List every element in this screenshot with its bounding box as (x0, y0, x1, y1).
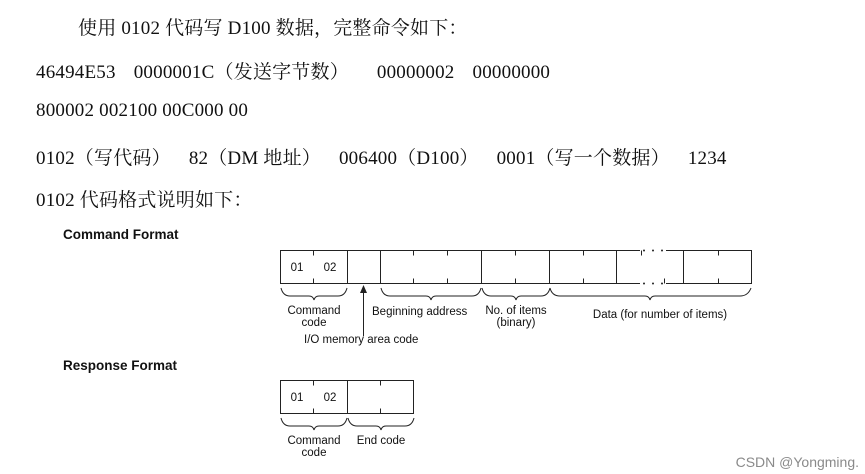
resp-command-label-1: Command (287, 435, 341, 447)
fins-command: 00000002 (376, 62, 455, 83)
fins-header: 46494E53 (36, 62, 116, 83)
explain-line: 0102 代码格式说明如下： (36, 190, 253, 211)
item-count-brace (482, 288, 550, 300)
cmd-cell-01: 01 (290, 262, 304, 274)
io-area-label: I/O memory area code (304, 334, 419, 346)
item-count-label-1: No. of items (485, 305, 547, 317)
command-format-title: Command Format (63, 227, 179, 242)
data-label: Data (for number of items) (592, 309, 728, 321)
beginning-address-label: Beginning address (372, 306, 468, 318)
area-code: 82（DM 地址） (188, 148, 321, 169)
write-code: 0102（写代码） (36, 148, 171, 169)
cmd-cell-02: 02 (323, 262, 337, 274)
end-code-brace (348, 418, 414, 430)
write-data: 1234 (687, 148, 727, 169)
resp-command-label-2: code (301, 447, 327, 459)
item-count-label-2: (binary) (496, 317, 536, 329)
item-count: 0001（写一个数据） (496, 148, 670, 169)
beginning-address-brace (381, 288, 481, 300)
end-code-label: End code (356, 435, 406, 447)
response-command-code-brace (281, 418, 347, 430)
cmd-command-label-1: Command (287, 305, 341, 317)
command-line-2: 800002 002100 00C000 00 (36, 100, 249, 121)
data-brace (550, 288, 751, 300)
command-format-frame (281, 251, 752, 284)
start-address: 006400（D100） (338, 148, 479, 169)
fins-length: 0000001C（发送字节数） (133, 62, 349, 83)
data-break-marks (640, 248, 666, 286)
fins-error-code: 00000000 (472, 62, 551, 83)
resp-cell-01: 01 (290, 392, 304, 404)
cmd-command-label-2: code (301, 317, 327, 329)
response-format-title: Response Format (63, 358, 178, 373)
csdn-watermark: CSDN @Yongming. (735, 454, 859, 470)
command-code-brace (281, 288, 347, 300)
io-area-arrowhead (360, 285, 367, 293)
intro-line: 使用 0102 代码写 D100 数据，完整命令如下： (78, 18, 468, 39)
resp-cell-02: 02 (323, 392, 337, 404)
